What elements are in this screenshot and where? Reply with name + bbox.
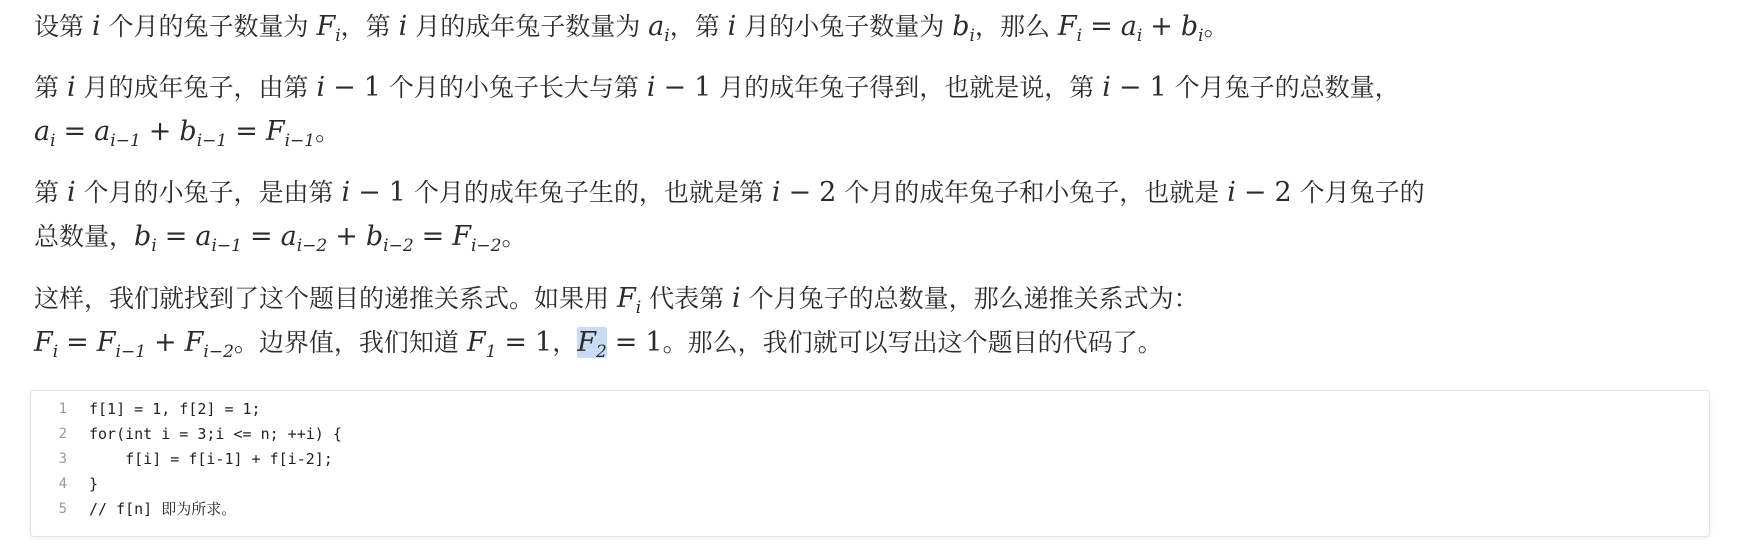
code-text: for(int i = 3;i <= n; ++i) { (89, 425, 342, 443)
paragraph-definition (34, 5, 1229, 49)
math-equals: = (1090, 11, 1113, 42)
text: 总数量， (34, 222, 135, 251)
math-equals: = (614, 327, 638, 358)
math-subscript: i (969, 26, 975, 46)
math-plus: + (1150, 11, 1173, 42)
code-line (31, 497, 1709, 522)
math-number: 1 (363, 72, 381, 103)
math-number: 1 (535, 327, 553, 358)
text: 个月的成年兔子和小兔子，也就是 (836, 178, 1228, 207)
text: ，第 (669, 12, 728, 41)
math-a-im1 (195, 221, 242, 256)
math-number: 1 (645, 327, 663, 358)
text: 这样，我们就找到了这个题目的递推关系式。如果用 (34, 284, 617, 313)
math-symbol: F (265, 116, 285, 147)
math-i: i (1227, 177, 1236, 208)
math-symbol: b (179, 116, 197, 147)
text: 个月的小兔子长大与第 (380, 73, 647, 102)
math-equals: = (63, 116, 87, 147)
code-text: f[1] = 1, f[2] = 1; (89, 400, 261, 418)
math-plus: + (335, 221, 358, 252)
math-a-im2 (280, 221, 328, 256)
math-b-im1 (179, 116, 228, 151)
math-subscript: i (151, 236, 157, 256)
math-subscript: i−2 (471, 236, 502, 256)
math-number: 1 (388, 177, 406, 208)
text: ， (552, 328, 578, 357)
paragraph-adult-rabbits (34, 66, 1400, 154)
line-number: 2 (58, 426, 67, 442)
math-subscript: 2 (595, 342, 607, 362)
math-subscript: i−2 (203, 342, 234, 362)
math-plus: + (154, 327, 177, 358)
math-symbol: F (184, 327, 204, 358)
math-subscript: 1 (485, 342, 497, 362)
code-text: f[i] = f[i-1] + f[i-2]; (89, 450, 333, 468)
math-b-i (134, 221, 157, 256)
math-F-im1 (96, 327, 147, 362)
line-number: 5 (58, 501, 67, 517)
math-subscript: i (52, 342, 59, 362)
math-subscript: i−2 (296, 236, 328, 256)
math-i: i (646, 72, 656, 103)
math-b-i (1180, 11, 1204, 46)
math-subscript: i−1 (110, 131, 141, 151)
math-subscript: i−1 (196, 131, 228, 151)
math-symbol: F (316, 11, 336, 42)
math-subscript: i (335, 26, 341, 46)
math-symbol: b (134, 221, 152, 252)
math-F-i (34, 327, 59, 362)
math-i: i (316, 72, 326, 103)
math-minus: − (1118, 72, 1142, 103)
text: 月的成年兔子，由第 (75, 73, 317, 102)
math-symbol: F (452, 221, 471, 252)
text: 代表第 (641, 284, 733, 313)
text: 月的成年兔子数量为 (407, 12, 649, 41)
math-subscript: i−1 (211, 236, 242, 256)
math-i: i (91, 11, 101, 42)
code-text: // f[n] 即为所求。 (89, 500, 237, 518)
math-i: i (771, 177, 781, 208)
line-number: 1 (58, 401, 67, 417)
math-i: i (732, 283, 741, 314)
math-i: i (727, 11, 737, 42)
math-plus: + (148, 116, 172, 147)
math-symbol: F (34, 327, 53, 358)
math-subscript: i (1136, 26, 1143, 46)
math-b-im2 (365, 221, 414, 256)
code-line (31, 447, 1709, 472)
text: 。那么，我们就可以写出这个题目的代码了。 (662, 328, 1163, 357)
math-b-i (952, 11, 975, 46)
text: 个月的成年兔子生的，也就是第 (405, 178, 772, 207)
math-i: i (1102, 72, 1111, 103)
text: 月的小兔子数量为 (736, 12, 953, 41)
math-subscript: i (1198, 26, 1204, 46)
text: 设第 (34, 12, 92, 41)
math-number: 1 (694, 72, 712, 103)
math-number: 1 (1149, 72, 1167, 103)
math-minus: − (788, 177, 812, 208)
code-line (31, 422, 1709, 447)
math-minus: − (333, 72, 356, 103)
math-subscript: i (50, 131, 56, 151)
math-minus: − (663, 72, 687, 103)
math-a-i (1120, 11, 1143, 46)
math-number: 2 (1274, 177, 1292, 208)
math-equals: = (164, 221, 188, 252)
line-number: 4 (58, 476, 67, 492)
math-F-im2 (184, 327, 234, 362)
math-i: i (398, 11, 408, 42)
paragraph-baby-rabbits (34, 171, 1425, 259)
math-equals: = (235, 116, 258, 147)
math-F-i (316, 11, 341, 46)
math-a-i (34, 116, 56, 151)
math-F-1 (466, 327, 497, 362)
text: 。 (501, 222, 527, 251)
text: 。边界值，我们知道 (233, 328, 467, 357)
math-symbol: b (365, 221, 384, 252)
text: 个月兔子的 (1291, 178, 1425, 207)
math-i: i (66, 177, 76, 208)
text: 个月兔子的总数量，那么递推关系式为： (740, 284, 1199, 313)
math-F-im2 (452, 221, 502, 256)
text: 第 (34, 73, 67, 102)
text: 第 (34, 178, 67, 207)
math-minus: − (1243, 177, 1267, 208)
text: 个月兔子的总数量， (1166, 73, 1400, 102)
math-subscript: i−1 (284, 131, 316, 151)
math-minus: − (358, 177, 381, 208)
math-subscript: i (664, 26, 670, 46)
line-number: 3 (58, 451, 67, 467)
math-symbol: b (1180, 11, 1199, 42)
math-symbol: F (1057, 11, 1077, 42)
math-symbol: a (94, 116, 111, 147)
text: 月的成年兔子得到，也就是说，第 (711, 73, 1103, 102)
math-equals: = (421, 221, 445, 252)
math-subscript: i−2 (383, 236, 414, 256)
math-symbol: F (616, 283, 636, 314)
code-text: } (89, 475, 99, 493)
code-line (31, 472, 1709, 497)
math-symbol: b (952, 11, 970, 42)
math-symbol: F (577, 327, 596, 358)
text: 。 (315, 117, 341, 146)
math-subscript: i (1076, 26, 1083, 46)
math-symbol: a (280, 221, 297, 252)
code-block[interactable] (30, 390, 1710, 537)
math-number: 2 (819, 177, 837, 208)
math-symbol: F (466, 327, 486, 358)
math-F-i (1057, 11, 1083, 46)
math-symbol: a (34, 116, 51, 147)
math-subscript: i (635, 298, 642, 318)
math-F-i (616, 283, 642, 318)
text: 个月的兔子数量为 (100, 12, 317, 41)
math-symbol: a (1120, 11, 1137, 42)
math-subscript: i−1 (115, 342, 147, 362)
text: 。 (1203, 12, 1229, 41)
math-F-2-selected[interactable] (577, 327, 607, 362)
math-symbol: a (195, 221, 212, 252)
math-symbol: a (648, 11, 665, 42)
text: ，第 (340, 12, 399, 41)
math-F-im1 (265, 116, 316, 151)
math-i: i (341, 177, 351, 208)
paragraph-recurrence (34, 277, 1199, 365)
math-equals: = (249, 221, 273, 252)
text: ，那么 (974, 12, 1058, 41)
math-i: i (66, 72, 76, 103)
text: 个月的小兔子，是由第 (75, 178, 342, 207)
math-equals: = (504, 327, 528, 358)
math-a-im1 (94, 116, 141, 151)
math-symbol: F (96, 327, 116, 358)
code-line (31, 397, 1709, 422)
math-equals: = (66, 327, 89, 358)
math-a-i (648, 11, 670, 46)
